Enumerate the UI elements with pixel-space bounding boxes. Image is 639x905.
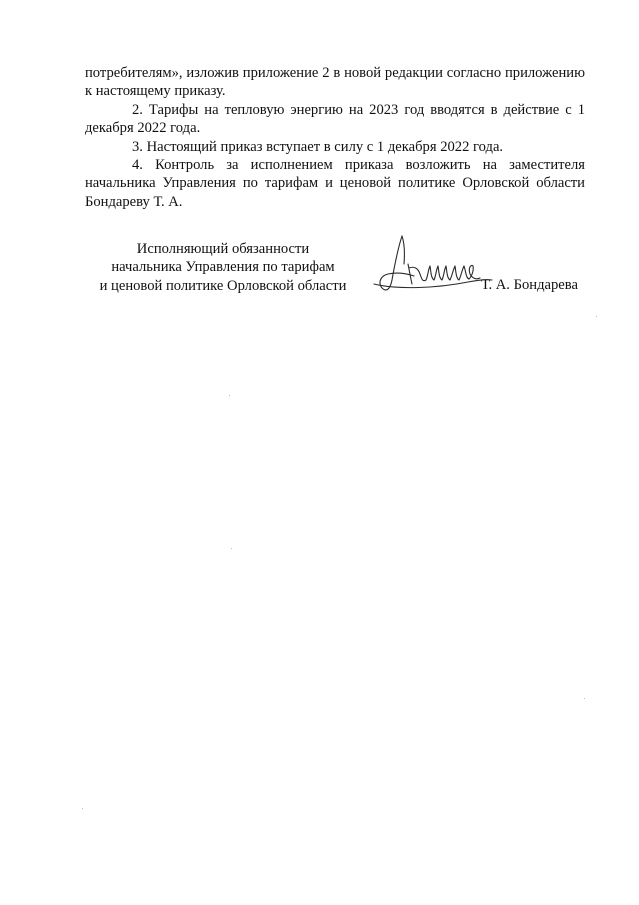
signatory-position [78,240,368,295]
signatory-position-line-3: и ценовой политике Орловской области [99,277,347,294]
signatory-position-line-2: начальника Управления по тарифам [111,259,335,276]
handwritten-signature [368,228,498,298]
paragraph-item-4: 4. Контроль за исполнением приказа возложить на заместителя начальника Управления по тарифам и ценовой политике Орловской области Бондареву Т. А. [85,157,585,210]
scan-speck [231,548,232,549]
scan-speck [584,698,585,699]
scan-speck [596,316,597,317]
paragraph-continuation: потребителям», изложив приложение 2 в новой редакции согласно приложению к настоящему приказу. [85,65,585,100]
paragraph-item-3: 3. Настоящий приказ вступает в силу с 1 декабря 2022 года. [132,138,504,155]
signer-name: Т. А. Бондарева [481,277,578,293]
scan-speck [82,808,83,809]
document-body [85,64,585,211]
signatory-position-line-1: Исполняющий обязанности [136,241,310,257]
paragraph-item-2: 2. Тарифы на тепловую энергию на 2023 год вводятся в действие с 1 декабря 2022 года. [85,101,585,137]
scan-speck [229,395,230,396]
